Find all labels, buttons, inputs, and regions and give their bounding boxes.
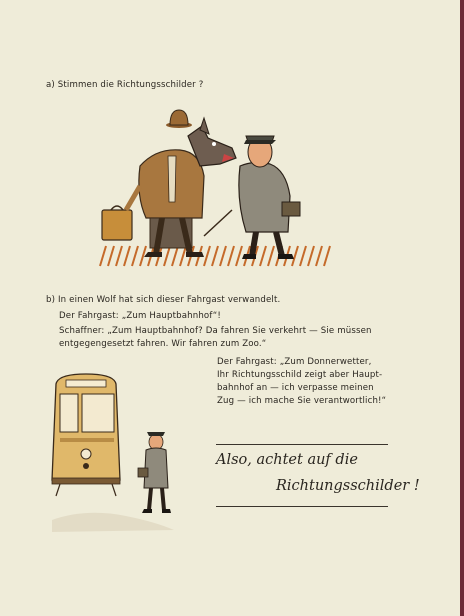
- conductor-line-1: Schaffner: „Zum Hauptbahnhof? Da fahren Sie verkehrt — Sie müssen: [59, 326, 372, 336]
- reply-line-1: Der Fahrgast: „Zum Donnerwetter,: [217, 357, 372, 367]
- conductor-figure: [239, 136, 300, 259]
- wolf-and-conductor-illustration: [96, 106, 336, 272]
- intro-b: b) In einen Wolf hat sich dieser Fahrgast verwandelt.: [46, 295, 281, 305]
- bottom-rule: [216, 506, 388, 507]
- hat-icon: [166, 110, 192, 128]
- conductor-line-2: entgegengesetzt fahren. Wir fahren zum Zoo.“: [59, 339, 267, 349]
- reply-line-2: Ihr Richtungsschild zeigt aber Haupt-: [217, 370, 383, 380]
- moral-line-1: Also, achtet auf die: [216, 452, 358, 468]
- tram-icon: [52, 374, 120, 496]
- passenger-line: Der Fahrgast: „Zum Hauptbahnhof“!: [59, 311, 221, 321]
- reply-line-3: bahnhof an — ich verpasse meinen: [217, 383, 374, 393]
- reply-line-4: Zug — ich mache Sie verantwortlich!“: [217, 396, 387, 406]
- question-a: a) Stimmen die Richtungsschilder ?: [46, 80, 204, 90]
- page-edge: [460, 0, 464, 616]
- tram-illustration: [46, 370, 186, 536]
- platform-stripes: [100, 246, 330, 266]
- top-rule: [216, 444, 388, 445]
- small-conductor-figure: [138, 432, 171, 513]
- wolf-passenger-figure: [102, 118, 236, 257]
- moral-line-2: Richtungsschilder !: [276, 478, 420, 494]
